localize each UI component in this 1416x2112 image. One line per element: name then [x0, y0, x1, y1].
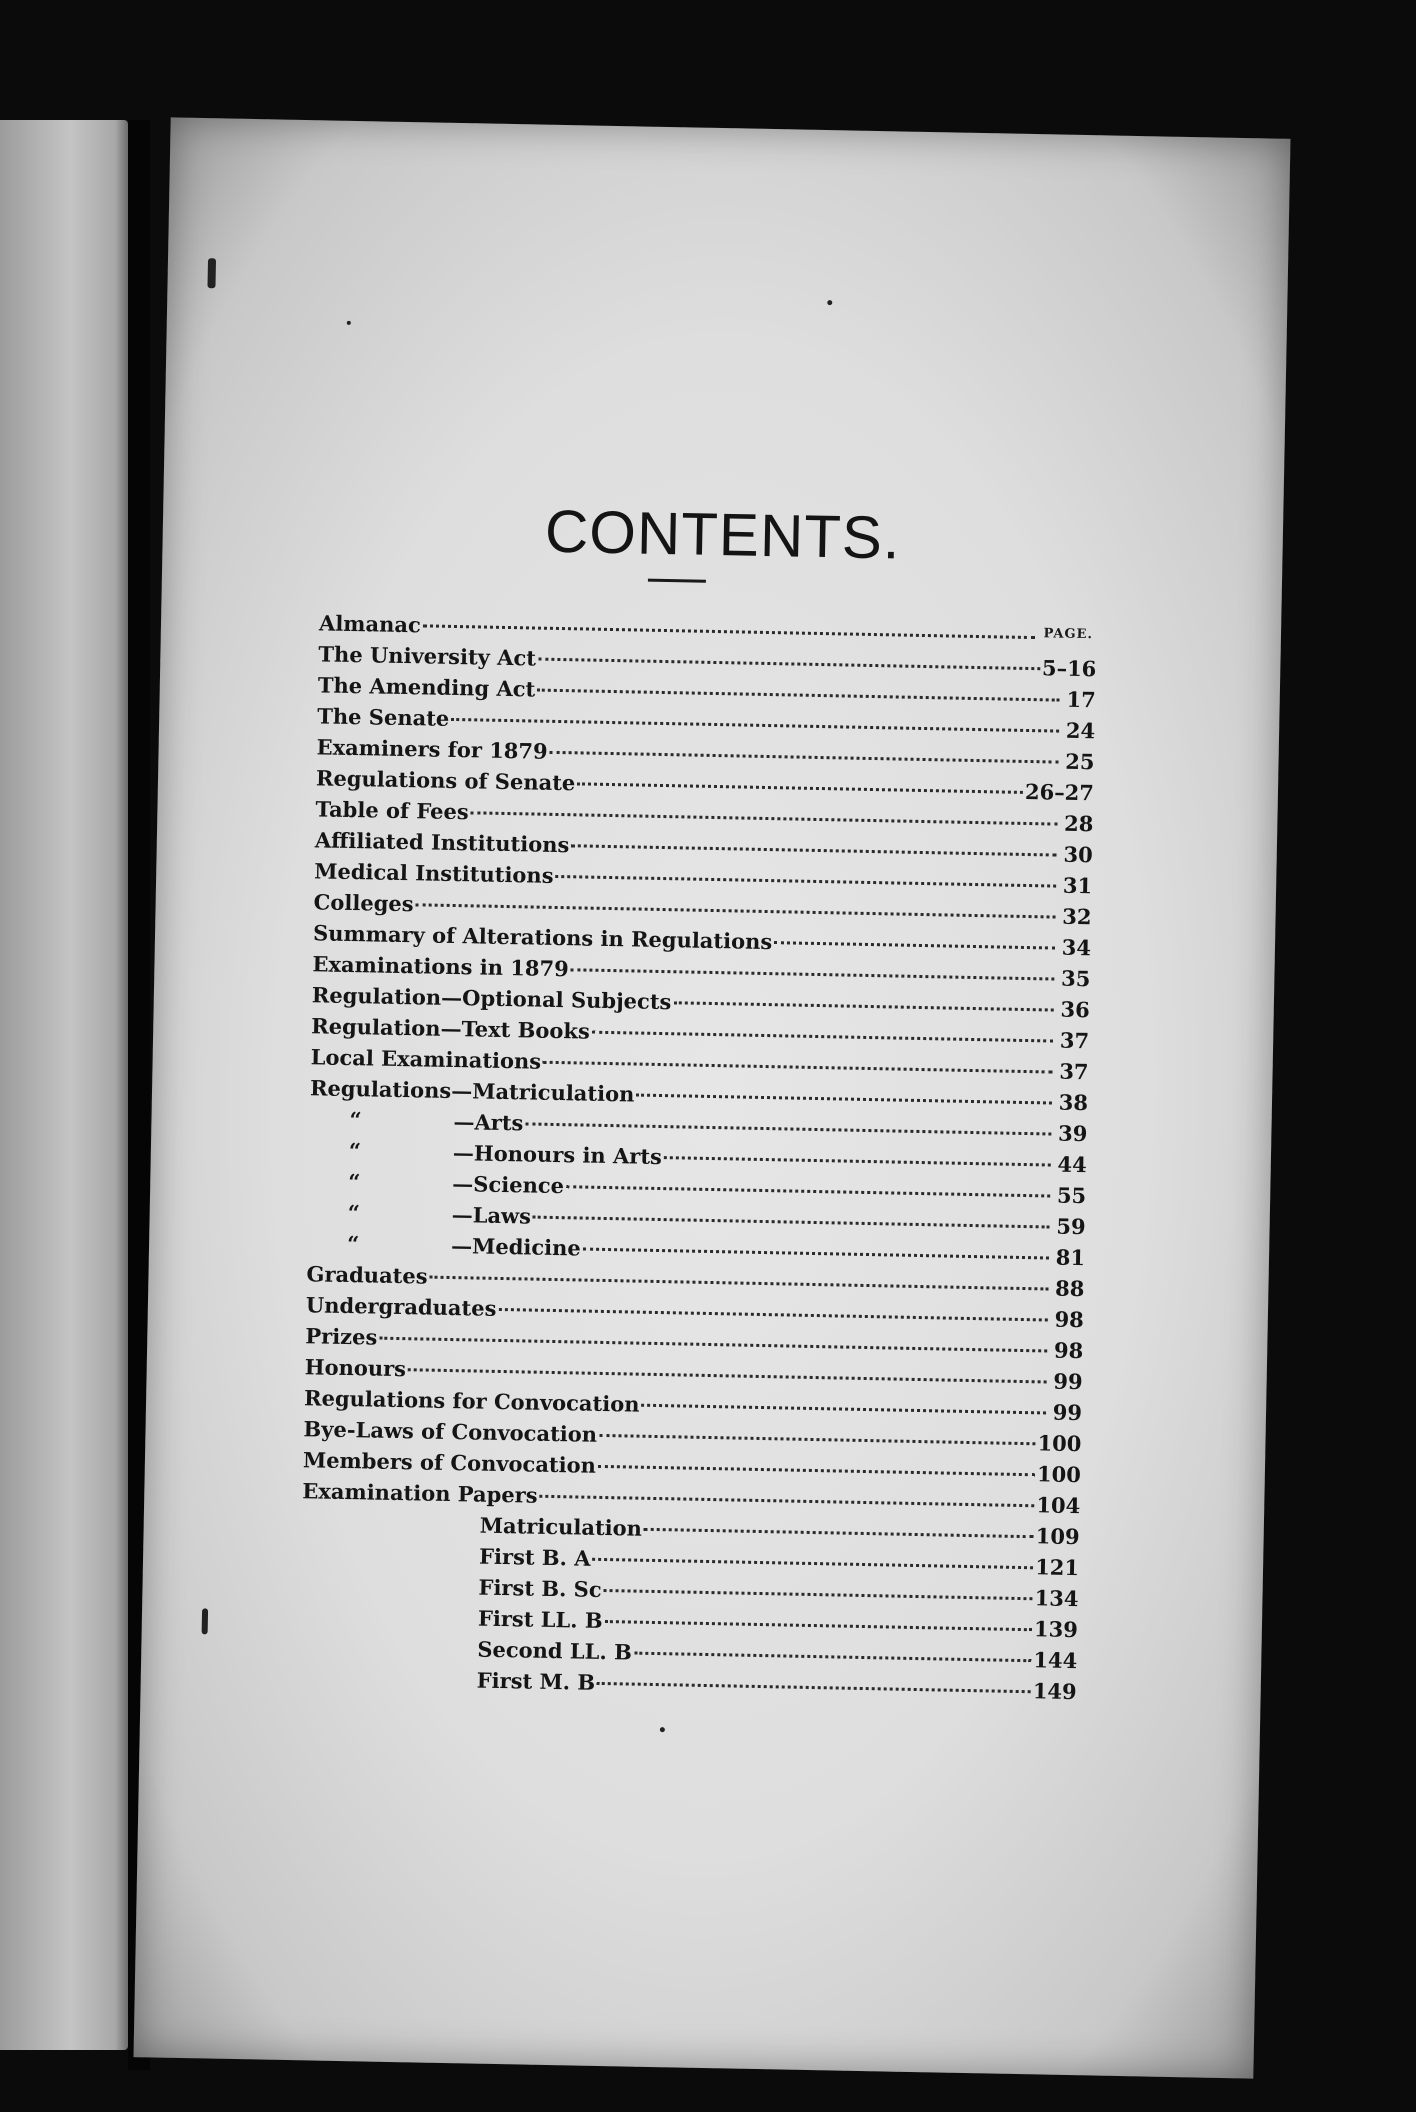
toc-subentry-page: 44: [1057, 1151, 1088, 1178]
dot-leader: [416, 903, 1056, 918]
contents-page: [133, 117, 1290, 2078]
toc-subentry-page: 55: [1056, 1182, 1087, 1209]
dot-leader: [641, 1404, 1046, 1415]
dot-leader: [533, 1216, 1050, 1229]
toc-entry-page: 100: [1037, 1430, 1082, 1457]
exam-paper-page: 134: [1034, 1585, 1079, 1612]
toc-entry-page: 99: [1053, 1368, 1083, 1395]
toc-subentry-label: —Arts: [453, 1109, 524, 1136]
toc-entry-label: Regulations—Matriculation: [309, 1075, 635, 1107]
exam-paper-page: 144: [1033, 1647, 1078, 1674]
exam-paper-page: 149: [1032, 1678, 1077, 1705]
toc-entry-label: Undergraduates: [305, 1292, 497, 1321]
exam-paper-label: Matriculation: [479, 1512, 643, 1541]
toc-entry-page: 98: [1054, 1306, 1085, 1333]
toc-entry-label: The Senate: [317, 703, 450, 731]
dot-leader: [604, 1589, 1033, 1600]
toc-entry-page: 26–27: [1024, 778, 1095, 806]
toc-entry-page: 36: [1060, 996, 1091, 1023]
dot-leader: [379, 1337, 1047, 1353]
dot-leader: [592, 1031, 1053, 1043]
toc-entry-label: Local Examinations: [310, 1044, 542, 1074]
exam-paper-page: 121: [1034, 1554, 1080, 1581]
dot-leader: [430, 1276, 1049, 1291]
toc-entry-label: Graduates: [306, 1261, 428, 1289]
ink-speck: [660, 1727, 665, 1732]
dot-leader: [673, 1001, 1053, 1011]
dot-leader: [583, 1248, 1049, 1260]
toc-subentry-label: —Honours in Arts: [452, 1140, 663, 1170]
toc-entry-label: Colleges: [313, 889, 414, 917]
dot-leader: [423, 624, 1035, 639]
ditto-mark: “: [347, 1200, 361, 1226]
exam-paper-label: First M. B: [476, 1667, 596, 1695]
toc-entry-label: Examiners for 1879: [316, 734, 548, 764]
toc-entry-page: 98: [1053, 1337, 1084, 1364]
dot-leader: [408, 1368, 1047, 1383]
toc-entry-label: Regulation—Text Books: [311, 1013, 591, 1044]
toc-entry-label: Examinations in 1879: [312, 951, 569, 982]
toc-entry-label: The University Act: [318, 641, 537, 671]
toc-entry-page: 99: [1052, 1399, 1083, 1426]
toc-entry-page: 38: [1058, 1089, 1089, 1116]
exam-paper-page: 139: [1033, 1616, 1079, 1643]
toc-entry-label: Members of Convocation: [302, 1447, 597, 1478]
dot-leader: [525, 1122, 1051, 1135]
toc-entry-page: 35: [1060, 965, 1091, 992]
toc-entry-page: 104: [1036, 1492, 1081, 1519]
toc-entry-page: 37: [1059, 1027, 1090, 1054]
toc-entry-label: Table of Fees: [315, 796, 469, 825]
ink-speck: [347, 321, 351, 325]
toc-entry-label: Examination Papers: [302, 1478, 538, 1508]
dot-leader: [664, 1156, 1051, 1166]
toc-entry-label: Regulations of Senate: [315, 765, 576, 796]
toc-subentry-page: 39: [1057, 1120, 1088, 1147]
exam-paper-page: 109: [1035, 1523, 1080, 1550]
ditto-mark: “: [346, 1231, 360, 1257]
dot-leader: [571, 844, 1056, 856]
toc-entry-label: Almanac: [318, 610, 422, 638]
toc-entry-page: 34: [1061, 934, 1092, 961]
toc-subentry-page: 81: [1055, 1244, 1086, 1271]
toc-entry-label: The Amending Act: [317, 672, 536, 702]
facing-page-edge: [0, 120, 128, 2050]
exam-paper-label: First B. A: [478, 1543, 591, 1571]
dot-leader: [577, 782, 1023, 794]
toc-entry-page: 28: [1063, 810, 1094, 837]
toc-entry-label: Prizes: [305, 1323, 378, 1350]
table-of-contents: [298, 610, 1097, 1710]
dot-leader: [599, 1434, 1036, 1445]
toc-entry-page: 32: [1062, 903, 1092, 930]
toc-entry-page: 24: [1065, 717, 1096, 744]
page-column-heading: PAGE.: [1043, 626, 1094, 643]
toc-entry-label: Honours: [304, 1354, 407, 1382]
toc-entry-page: 5–16: [1041, 655, 1097, 682]
dot-leader: [451, 718, 1059, 733]
ditto-mark: “: [349, 1107, 362, 1133]
page-title: CONTENTS.: [544, 497, 902, 572]
dot-leader: [550, 751, 1059, 764]
toc-entry-label: Regulations for Convocation: [303, 1385, 640, 1417]
toc-entry-label: Medical Institutions: [314, 858, 554, 888]
title-rule: [648, 579, 706, 583]
dot-leader: [644, 1528, 1034, 1538]
toc-entry-page: 88: [1054, 1275, 1085, 1302]
toc-entry-page: 100: [1036, 1461, 1082, 1488]
dot-leader: [598, 1465, 1035, 1476]
toc-subentry-label: —Medicine: [450, 1233, 582, 1261]
dot-leader: [498, 1308, 1047, 1322]
toc-entry-page: 30: [1063, 841, 1093, 868]
exam-paper-label: Second LL. B: [477, 1636, 633, 1665]
dot-leader: [555, 875, 1056, 888]
dot-leader: [593, 1558, 1034, 1569]
toc-entry-label: Summary of Alterations in Regulations: [312, 920, 773, 955]
toc-entry-page: 17: [1066, 686, 1096, 713]
toc-entry-page: 25: [1065, 748, 1095, 775]
toc-subentry-label: —Laws: [451, 1202, 532, 1229]
toc-entry-label: Bye-Laws of Convocation: [303, 1416, 598, 1447]
toc-entry-page: 31: [1062, 872, 1093, 899]
exam-paper-label: First LL. B: [477, 1605, 603, 1633]
exam-paper-label: First B. Sc: [478, 1574, 602, 1602]
dot-leader: [537, 689, 1060, 702]
dot-leader: [566, 1185, 1050, 1197]
dot-leader: [636, 1094, 1052, 1105]
ditto-mark: “: [348, 1169, 361, 1195]
toc-entry-label: Regulation—Optional Subjects: [311, 982, 672, 1015]
dot-leader: [605, 1620, 1032, 1631]
ink-mark: [202, 1608, 208, 1634]
toc-entry-label: Affiliated Institutions: [314, 827, 570, 858]
toc-subentry-page: 59: [1056, 1213, 1086, 1240]
toc-entry-page: 37: [1059, 1058, 1089, 1085]
ink-mark: [207, 258, 216, 288]
dot-leader: [774, 941, 1055, 949]
ink-speck: [827, 300, 832, 305]
dot-leader: [540, 1495, 1035, 1508]
toc-subentry-label: —Science: [452, 1171, 565, 1199]
dot-leader: [597, 1682, 1031, 1693]
dot-leader: [571, 968, 1055, 980]
dot-leader: [538, 658, 1040, 671]
dot-leader: [471, 811, 1058, 825]
ditto-mark: “: [348, 1138, 362, 1164]
dot-leader: [543, 1061, 1053, 1074]
dot-leader: [634, 1652, 1032, 1663]
